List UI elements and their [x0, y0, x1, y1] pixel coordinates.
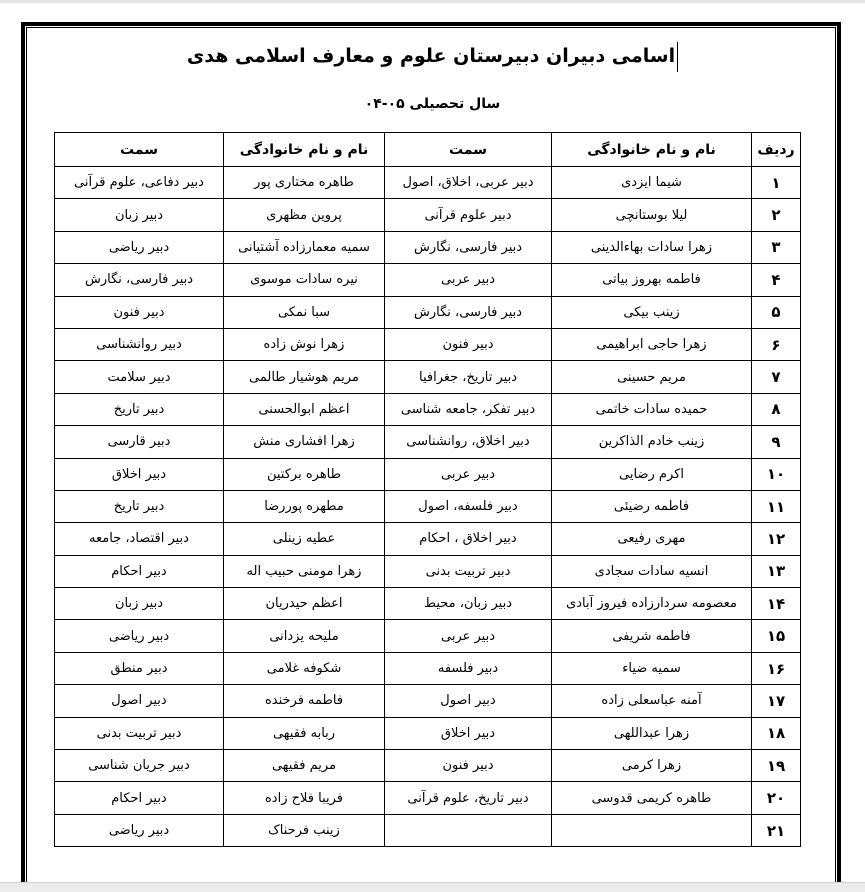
- teacher-role-2: دبیر تاریخ: [55, 490, 224, 522]
- teacher-role-1: دبیر زبان، محیط: [385, 588, 552, 620]
- table-row: [55, 264, 801, 296]
- row-index: ۲۱: [752, 814, 801, 846]
- teacher-name-2: فریبا فلاح زاده: [224, 782, 385, 814]
- teacher-role-1: دبیر اصول: [385, 685, 552, 717]
- teacher-role-2: دبیر جریان شناسی: [55, 750, 224, 782]
- teacher-name-2: نیره سادات موسوی: [224, 264, 385, 296]
- text-caret: [677, 42, 678, 72]
- table-row: [55, 458, 801, 490]
- row-index: ۶: [752, 328, 801, 360]
- bottom-window-edge: [0, 882, 865, 892]
- teacher-role-1: دبیر تفکر، جامعه شناسی: [385, 393, 552, 425]
- teacher-name-1: سمیه ضیاء: [552, 652, 752, 684]
- teacher-role-1: دبیر عربی: [385, 458, 552, 490]
- teacher-role-1: دبیر فارسی، نگارش: [385, 231, 552, 263]
- teacher-role-2: دبیر ریاضی: [55, 620, 224, 652]
- row-index: ۷: [752, 361, 801, 393]
- header-role-1: سمت: [385, 133, 552, 167]
- teacher-name-1: انسیه سادات سجادی: [552, 555, 752, 587]
- teacher-name-1: فاطمه بهروز بیاتی: [552, 264, 752, 296]
- teacher-name-1: مریم حسینی: [552, 361, 752, 393]
- row-index: ۱۱: [752, 490, 801, 522]
- teacher-name-2: طاهره مختاری پور: [224, 167, 385, 199]
- header-index: ردیف: [752, 133, 801, 167]
- teacher-role-1: دبیر تاریخ، علوم قرآنی: [385, 782, 552, 814]
- row-index: ۱۲: [752, 523, 801, 555]
- table-row: [55, 393, 801, 425]
- teacher-role-2: دبیر قارسی: [55, 426, 224, 458]
- teacher-name-2: عطیه زینلی: [224, 523, 385, 555]
- teacher-role-1: دبیر اخلاق: [385, 717, 552, 749]
- document-title: اسامی دبیران دبیرستان علوم و معارف اسلامی هدی: [186, 45, 676, 67]
- teacher-name-1: زینب بیکی: [552, 296, 752, 328]
- row-index: ۳: [752, 231, 801, 263]
- teacher-name-1: آمنه عباسعلی زاده: [552, 685, 752, 717]
- teacher-name-2: سبا نمکی: [224, 296, 385, 328]
- teacher-name-2: زهرا نوش زاده: [224, 328, 385, 360]
- table-row: [55, 328, 801, 360]
- teacher-name-2: زهرا مومنی حبیب اله: [224, 555, 385, 587]
- table-row: [55, 588, 801, 620]
- teacher-name-1: زهرا حاجی ابراهیمی: [552, 328, 752, 360]
- teacher-role-1: دبیر فلسفه: [385, 652, 552, 684]
- header-role-2: سمت: [55, 133, 224, 167]
- teacher-role-2: دبیر زبان: [55, 588, 224, 620]
- teacher-name-2: زینب فرحناک: [224, 814, 385, 846]
- table-row: [55, 231, 801, 263]
- table-row: [55, 199, 801, 231]
- teacher-role-1: دبیر فنون: [385, 750, 552, 782]
- teacher-name-1: اکرم رضایی: [552, 458, 752, 490]
- teacher-name-1: فاطمه شریفی: [552, 620, 752, 652]
- table-row: [55, 426, 801, 458]
- teacher-name-2: اعظم ابوالحسنی: [224, 393, 385, 425]
- table-header-row: [55, 133, 801, 167]
- teacher-name-1: زهرا کرمی: [552, 750, 752, 782]
- teacher-role-1: دبیر تاریخ، جغرافیا: [385, 361, 552, 393]
- teacher-role-1: [385, 814, 552, 846]
- teacher-name-2: ملیحه یزدانی: [224, 620, 385, 652]
- teacher-role-2: دبیر اصول: [55, 685, 224, 717]
- teacher-role-1: دبیر فنون: [385, 328, 552, 360]
- teacher-name-1: زهرا سادات بهاءالدینی: [552, 231, 752, 263]
- teacher-name-1: معصومه سردارزاده فیروز آبادی: [552, 588, 752, 620]
- table-row: [55, 620, 801, 652]
- row-index: ۱۹: [752, 750, 801, 782]
- teacher-role-2: دبیر روانشناسی: [55, 328, 224, 360]
- row-index: ۱۸: [752, 717, 801, 749]
- table-row: [55, 523, 801, 555]
- row-index: ۴: [752, 264, 801, 296]
- row-index: ۱۶: [752, 652, 801, 684]
- teacher-name-2: زهرا افشاری منش: [224, 426, 385, 458]
- teacher-name-2: شکوفه غلامی: [224, 652, 385, 684]
- teacher-role-2: دبیر سلامت: [55, 361, 224, 393]
- teacher-name-1: طاهره کریمی قدوسی: [552, 782, 752, 814]
- table-row: [55, 717, 801, 749]
- teacher-role-2: دبیر تربیت بدنی: [55, 717, 224, 749]
- teacher-name-2: ربابه فقیهی: [224, 717, 385, 749]
- teacher-name-2: پروین مظهری: [224, 199, 385, 231]
- teacher-name-1: فاطمه رضیئی: [552, 490, 752, 522]
- document-subtitle: سال تحصیلی ۰۵-۰۴: [364, 96, 501, 112]
- teacher-role-2: دبیر دفاعی، علوم قرآنی: [55, 167, 224, 199]
- table-row: [55, 652, 801, 684]
- table-row: [55, 490, 801, 522]
- table-row: [55, 361, 801, 393]
- table-row: [55, 750, 801, 782]
- table-row: [55, 685, 801, 717]
- teacher-role-2: دبیر زبان: [55, 199, 224, 231]
- table-row: [55, 555, 801, 587]
- teacher-role-2: دبیر فارسی، نگارش: [55, 264, 224, 296]
- teacher-role-1: دبیر عربی: [385, 264, 552, 296]
- teacher-role-1: دبیر فارسی، نگارش: [385, 296, 552, 328]
- teacher-name-2: فاطمه فرخنده: [224, 685, 385, 717]
- teacher-role-2: دبیر احکام: [55, 782, 224, 814]
- teacher-role-1: دبیر عربی: [385, 620, 552, 652]
- teacher-name-2: مریم فقیهی: [224, 750, 385, 782]
- teacher-name-1: حمیده سادات خاتمی: [552, 393, 752, 425]
- row-index: ۱۳: [752, 555, 801, 587]
- teacher-name-2: مریم هوشیار طالمی: [224, 361, 385, 393]
- teacher-role-2: دبیر اقتصاد، جامعه: [55, 523, 224, 555]
- teacher-role-1: دبیر عربی، اخلاق، اصول: [385, 167, 552, 199]
- teacher-name-1: [552, 814, 752, 846]
- teacher-name-1: شیما ایزدی: [552, 167, 752, 199]
- teacher-name-1: زهرا عبداللهی: [552, 717, 752, 749]
- table-row: [55, 167, 801, 199]
- teacher-role-2: دبیر ریاضی: [55, 231, 224, 263]
- teacher-role-1: دبیر اخلاق، روانشناسی: [385, 426, 552, 458]
- row-index: ۱۴: [752, 588, 801, 620]
- teacher-role-1: دبیر تربیت بدنی: [385, 555, 552, 587]
- teacher-role-2: دبیر احکام: [55, 555, 224, 587]
- top-window-edge: [0, 0, 865, 3]
- teacher-role-2: دبیر فنون: [55, 296, 224, 328]
- teacher-role-2: دبیر اخلاق: [55, 458, 224, 490]
- teacher-role-1: دبیر اخلاق ، احکام: [385, 523, 552, 555]
- teacher-name-1: زینب خادم الذاکرین: [552, 426, 752, 458]
- teacher-role-1: دبیر علوم قرآنی: [385, 199, 552, 231]
- row-index: ۱۷: [752, 685, 801, 717]
- teacher-name-2: سمیه معمارزاده آشتیانی: [224, 231, 385, 263]
- teacher-name-2: طاهره برکتین: [224, 458, 385, 490]
- table-row: [55, 296, 801, 328]
- row-index: ۲: [752, 199, 801, 231]
- row-index: ۹: [752, 426, 801, 458]
- row-index: ۲۰: [752, 782, 801, 814]
- table-row: [55, 814, 801, 846]
- teacher-name-2: مطهره پوررضا: [224, 490, 385, 522]
- row-index: ۱۵: [752, 620, 801, 652]
- row-index: ۱: [752, 167, 801, 199]
- document-title-line[interactable]: [0, 40, 865, 72]
- row-index: ۸: [752, 393, 801, 425]
- header-name-1: نام و نام خانوادگی: [552, 133, 752, 167]
- row-index: ۵: [752, 296, 801, 328]
- teacher-name-1: مهری رفیعی: [552, 523, 752, 555]
- header-name-2: نام و نام خانوادگی: [224, 133, 385, 167]
- table-row: [55, 782, 801, 814]
- teacher-name-1: لیلا بوستانچی: [552, 199, 752, 231]
- teacher-name-2: اعظم حیدریان: [224, 588, 385, 620]
- teacher-role-2: دبیر ریاضی: [55, 814, 224, 846]
- teachers-table: [54, 132, 801, 847]
- teacher-role-1: دبیر فلسفه، اصول: [385, 490, 552, 522]
- row-index: ۱۰: [752, 458, 801, 490]
- teacher-role-2: دبیر منطق: [55, 652, 224, 684]
- teacher-role-2: دبیر تاریخ: [55, 393, 224, 425]
